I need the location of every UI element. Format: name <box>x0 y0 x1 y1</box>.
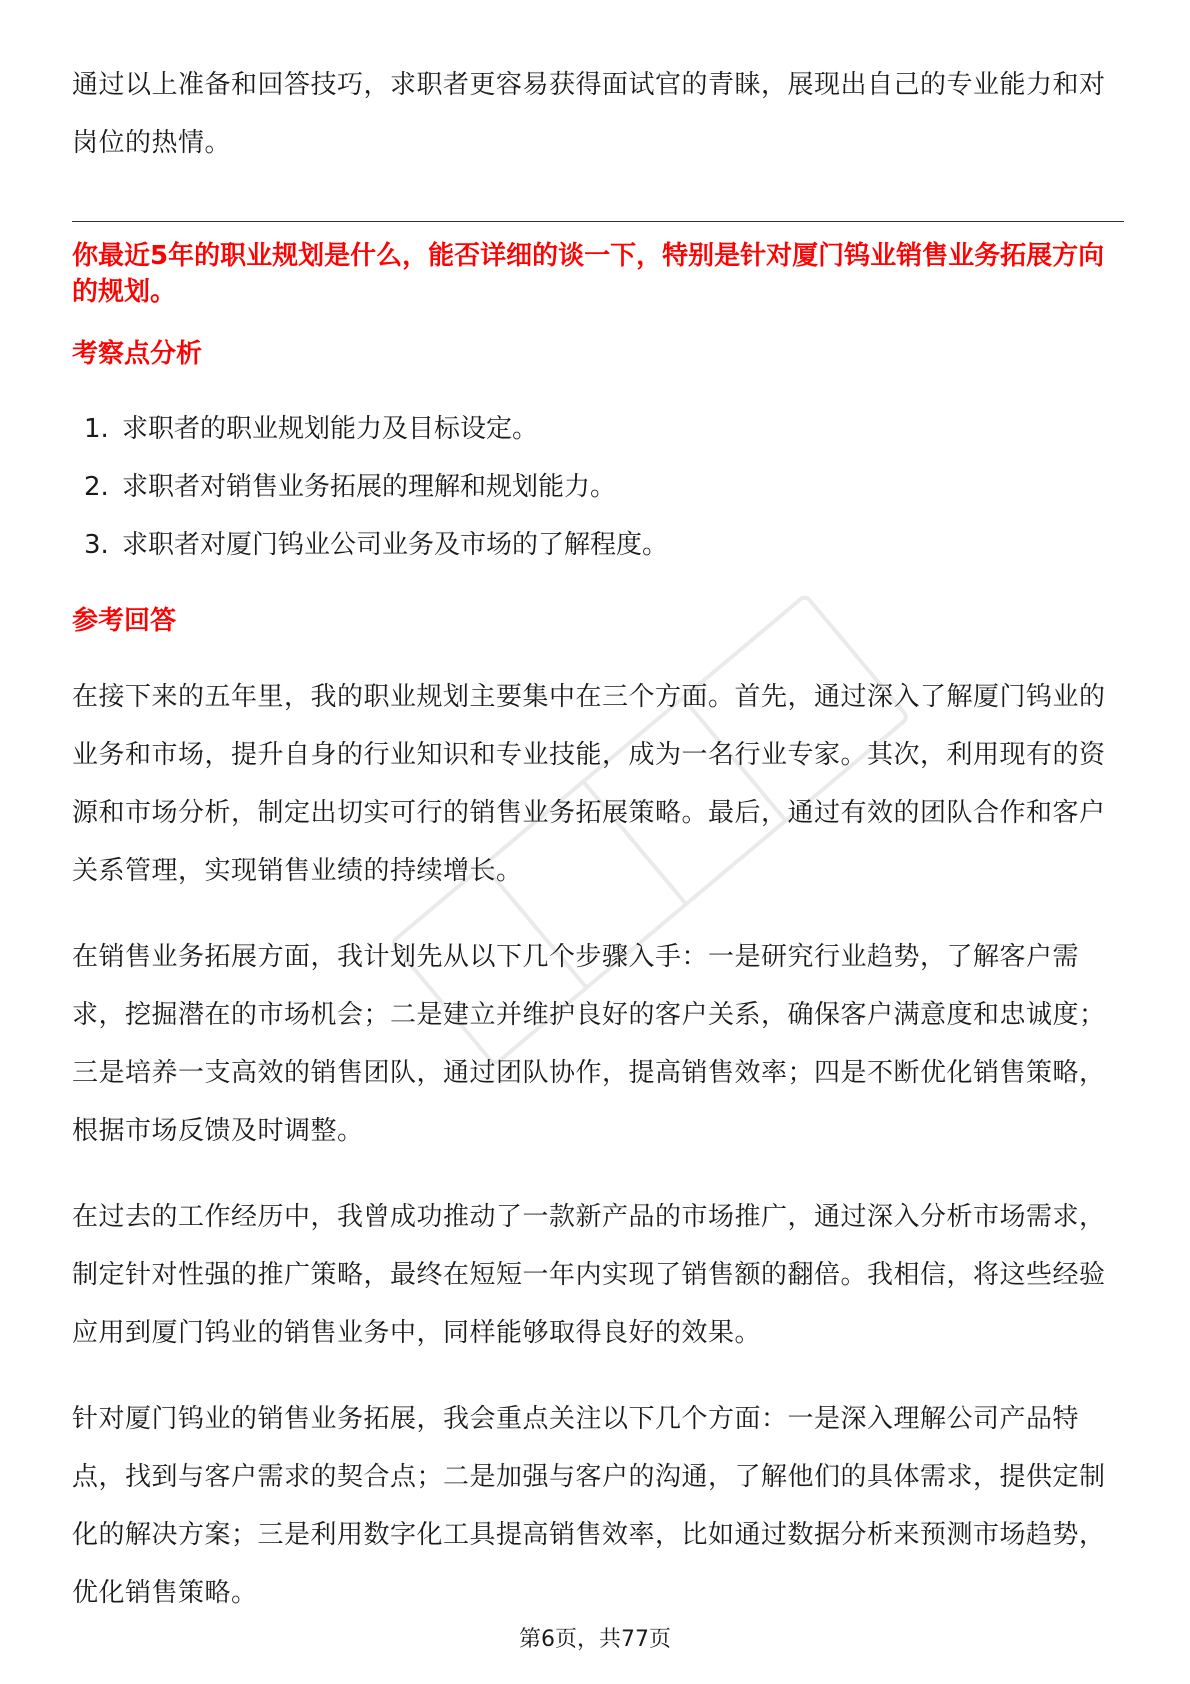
answer-paragraph: 针对厦门钨业的销售业务拓展，我会重点关注以下几个方面：一是深入理解公司产品特点，找到与客户需求的契合点；二是加强与客户的沟通，了解他们的具体需求，提供定制化的解决方案；三是利用数字化工具提高销售效率，比如通过数据分析来预测市场趋势，优化销售策略。 <box>72 1404 1106 1608</box>
list-text: 求职者的职业规划能力及目标设定。 <box>122 414 539 444</box>
answer-title: 参考回答 <box>72 606 177 636</box>
list-item <box>84 400 668 458</box>
list-number: 3. <box>84 530 109 560</box>
list-text: 求职者对厦门钨业公司业务及市场的了解程度。 <box>122 530 669 560</box>
analysis-title: 考察点分析 <box>72 339 203 369</box>
analysis-list <box>84 400 668 574</box>
intro-paragraph: 通过以上准备和回答技巧，求职者更容易获得面试官的青睐，展现出自己的专业能力和对岗位的热情。 <box>72 70 1106 158</box>
answer-paragraph: 在过去的工作经历中，我曾成功推动了一款新产品的市场推广，通过深入分析市场需求，制定针对性强的推广策略，最终在短短一年内实现了销售额的翻倍。我相信，将这些经验应用到厦门钨业的销售业务中，同样能够取得良好的效果。 <box>72 1202 1106 1348</box>
section-divider <box>72 221 1124 222</box>
list-number: 2. <box>84 472 109 502</box>
answer-paragraph: 在接下来的五年里，我的职业规划主要集中在三个方面。首先，通过深入了解厦门钨业的业务和市场，提升自身的行业知识和专业技能，成为一名行业专家。其次，利用现有的资源和市场分析，制定出切实可行的销售业务拓展策略。最后，通过有效的团队合作和客户关系管理，实现销售业绩的持续增长。 <box>72 682 1106 886</box>
question-heading: 你最近5年的职业规划是什么，能否详细的谈一下，特别是针对厦门钨业销售业务拓展方向的规划。 <box>72 241 1105 307</box>
list-text: 求职者对销售业务拓展的理解和规划能力。 <box>122 472 617 502</box>
list-item <box>84 458 668 516</box>
answer-paragraph: 在销售业务拓展方面，我计划先从以下几个步骤入手：一是研究行业趋势，了解客户需求，挖掘潜在的市场机会；二是建立并维护良好的客户关系，确保客户满意度和忠诚度；三是培养一支高效的销售团队，通过团队协作，提高销售效率；四是不断优化销售策略，根据市场反馈及时调整。 <box>72 942 1106 1146</box>
page-footer: 第6页，共77页 <box>519 1627 671 1652</box>
list-number: 1. <box>84 414 109 444</box>
list-item <box>84 516 668 574</box>
